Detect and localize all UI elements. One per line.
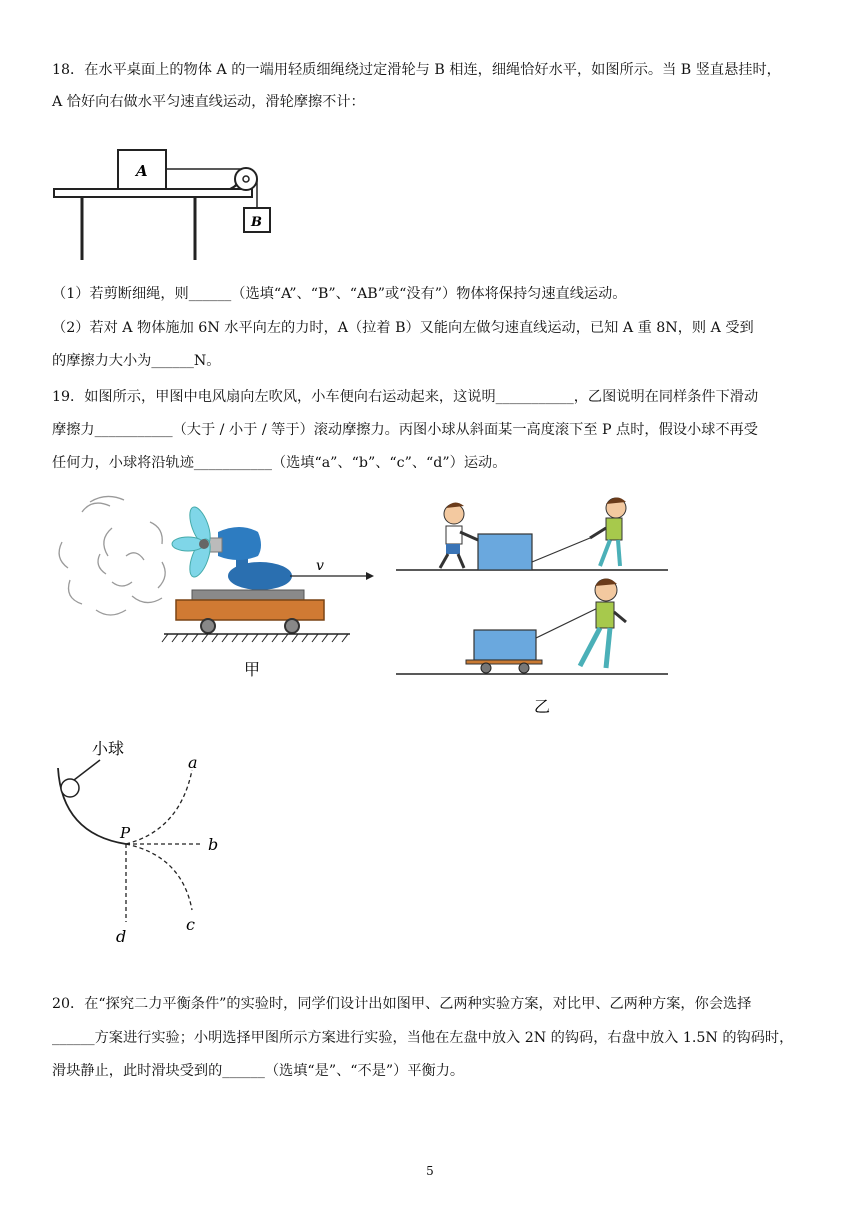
q18-figure-table-pulley	[52, 144, 292, 264]
q19-text-line3: 任何力，小球将沿轨迹___________（选填“a”、“b”、“c”、“d”）运动。	[52, 455, 507, 471]
electric-fan	[172, 504, 292, 590]
ball	[61, 779, 79, 797]
q19-figure-jia-fan-cart	[52, 492, 382, 686]
page-number: 5	[426, 1164, 434, 1178]
small-cart	[466, 660, 542, 664]
block-a-label: A	[136, 162, 148, 180]
box-on-cart	[474, 630, 536, 660]
child-pushing	[440, 502, 478, 568]
label-c: c	[186, 915, 195, 934]
q20-text-line1: 20．在“探究二力平衡条件”的实验时，同学们设计出如图甲、乙两种实验方案，对比甲、乙两种方案，你会选择	[52, 996, 752, 1012]
label-b: b	[208, 835, 219, 854]
q19-figure-bing-trajectories	[52, 734, 242, 948]
child-pulling-bottom	[580, 578, 626, 668]
wind-cloud	[59, 496, 165, 615]
trajectory-a	[126, 770, 192, 844]
q18-text-line1: 18．在水平桌面上的物体 A 的一端用轻质细绳绕过定滑轮与 B 相连，细绳恰好水平，如图所示。当 B 竖直悬挂时，	[52, 62, 781, 78]
label-a: a	[188, 753, 198, 772]
q19-figure-yi-friction	[390, 488, 680, 718]
q20-text-line3: 滑块静止，此时滑块受到的______（选填“是”、“不是”）平衡力。	[52, 1063, 465, 1079]
box-sliding	[478, 534, 532, 570]
q18-sub1: （1）若剪断细绳，则______（选填“A”、“B”、“AB”或“没有”）物体将保持匀速直线运动。	[52, 286, 627, 302]
child-pulling-top	[590, 497, 626, 566]
block-b-label: B	[251, 215, 262, 230]
ball-label: 小球	[92, 739, 125, 758]
trajectory-c	[126, 844, 192, 910]
figure-jia-label: 甲	[244, 660, 261, 679]
label-d: d	[116, 927, 127, 946]
q18-text-line2: A 恰好向右做水平匀速直线运动，滑轮摩擦不计：	[52, 94, 365, 110]
q19-text-line1: 19．如图所示，甲图中电风扇向左吹风，小车便向右运动起来，这说明___________，乙图说明在同样条件下滑动	[52, 389, 759, 405]
q18-sub2-line2: 的摩擦力大小为______N。	[52, 353, 221, 369]
velocity-label: v	[316, 558, 324, 574]
point-p-label: P	[120, 824, 131, 842]
q19-text-line2: 摩擦力___________（大于 / 小于 / 等于）滚动摩擦力。丙图小球从斜面某一高度滚下至 P 点时，假设小球不再受	[52, 422, 758, 438]
q20-text-line2: ______方案进行实验；小明选择甲图所示方案进行实验，当他在左盘中放入 2N 的钩码，右盘中放入 1.5N 的钩码时，	[52, 1030, 794, 1046]
q18-sub2-line1: （2）若对 A 物体施加 6N 水平向左的力时，A（拉着 B）又能向左做匀速直线运动，已知 A 重 8N，则 A 受到	[52, 320, 754, 336]
cart-body	[176, 600, 324, 620]
figure-yi-label: 乙	[534, 697, 551, 716]
